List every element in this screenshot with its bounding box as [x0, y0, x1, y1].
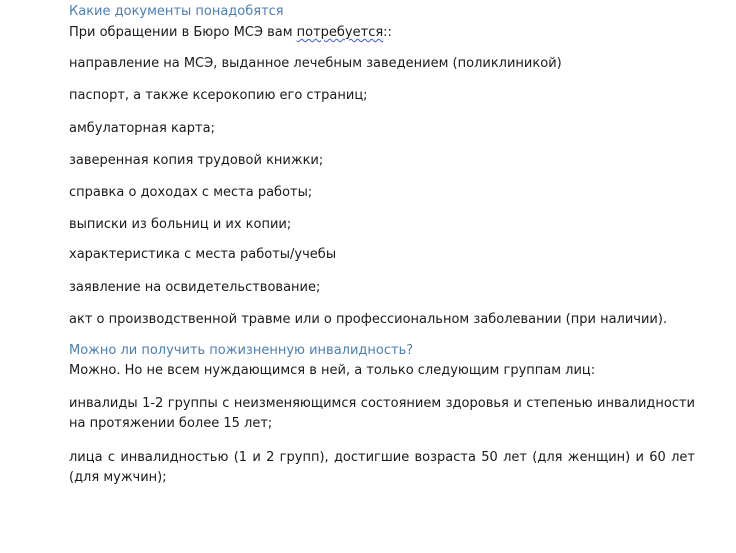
lifetime-disability-intro: Можно. Но не всем нуждающимся в ней, а только следующим группам лиц:: [69, 363, 596, 378]
document-item: справка о доходах с места работы;: [69, 185, 313, 200]
section-heading-lifetime-disability: Можно ли получить пожизненную инвалидность?: [69, 343, 414, 358]
documents-intro: [69, 24, 392, 42]
document-item: заверенная копия трудовой книжки;: [69, 153, 324, 168]
eligible-group-item: лица с инвалидностью (1 и 2 групп), достигшие возраста 50 лет (для женщин) и 60 лет (для мужчин);: [69, 450, 695, 485]
document-item: направление на МСЭ, выданное лечебным заведением (поликлиникой): [69, 56, 562, 71]
document-item: заявление на освидетельствование;: [69, 280, 321, 295]
document-item: акт о производственной травме или о профессиональном заболевании (при наличии).: [69, 312, 668, 327]
document-item: паспорт, а также ксерокопию его страниц;: [69, 88, 368, 103]
eligible-group-item: инвалиды 1-2 группы с неизменяющимся состоянием здоровья и степенью инвалидности на протяжении более 15 лет;: [69, 396, 695, 431]
document-item: амбулаторная карта;: [69, 121, 215, 136]
section-heading-documents: Какие документы понадобятся: [69, 4, 284, 19]
documents-intro-suffix: ::: [383, 25, 392, 40]
document-item: характеристика с места работы/учебы: [69, 247, 337, 262]
documents-intro-prefix: При обращении в Бюро МСЭ вам: [69, 25, 297, 40]
spellcheck-marked-word: потребуется: [296, 25, 384, 40]
document-item: выписки из больниц и их копии;: [69, 217, 292, 232]
